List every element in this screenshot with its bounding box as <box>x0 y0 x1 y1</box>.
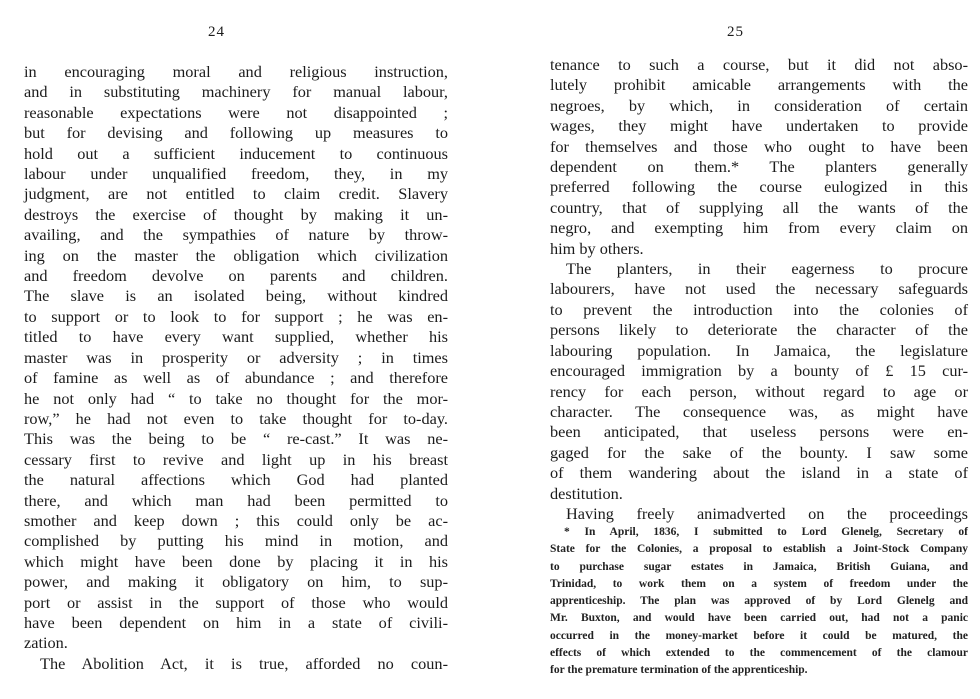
text-line: to prevent the introduction into the colonies of <box>550 299 968 319</box>
text-line: of famine as well as of abundance ; and therefore <box>24 368 448 388</box>
text-line: The Abolition Act, it is true, afforded no coun- <box>40 653 448 673</box>
footnote-line: Trinidad, to work them on a system of freedom under the <box>550 577 968 590</box>
text-line: which might have been done by placing it in his <box>24 551 448 571</box>
footnote-line: occurred in the money-market before it could be matured, the <box>550 629 968 642</box>
footnote-line: to purchase sugar estates in Jamaica, British Guiana, and <box>550 560 968 573</box>
text-line: power, and making it obligatory on him, to sup- <box>24 572 448 592</box>
text-line: he not only had “ to take no thought for the mor- <box>24 388 448 408</box>
text-line: country, that of supplying all the wants of the <box>550 197 968 217</box>
text-line: there, and which man had been permitted to <box>24 490 448 510</box>
left-page-body <box>24 62 448 674</box>
text-line: labourers, have not used the necessary safeguards <box>550 279 968 299</box>
text-line: availing, and the sympathies of nature by throw- <box>24 225 448 245</box>
text-line: This was the being to be “ re-cast.” It was ne- <box>24 429 448 449</box>
text-line: hold out a sufficient inducement to continuous <box>24 143 448 163</box>
text-line: tenance to such a course, but it did not abso- <box>550 55 968 74</box>
text-line: row,” he had not even to take thought for to-day. <box>24 408 448 428</box>
text-line: master was in prosperity or adversity ; in times <box>24 347 448 367</box>
text-line: preferred following the course eulogized in this <box>550 177 968 197</box>
page-number-right: 25 <box>727 24 744 40</box>
text-line: labour under unqualified freedom, they, in my <box>24 164 448 184</box>
text-line: judgment, are not entitled to claim credit. Slavery <box>24 184 448 204</box>
text-line: to support or to look to for support ; he was en- <box>24 306 448 326</box>
text-line: ing on the master the obligation which civilization <box>24 245 448 265</box>
text-line: persons likely to deteriorate the character of the <box>550 320 968 340</box>
text-line: rency for each person, without regard to age or <box>550 381 968 401</box>
footnote-line: apprenticeship. The plan was approved of by Lord Glenelg and <box>550 595 968 608</box>
text-line: The planters, in their eagerness to procure <box>566 259 968 279</box>
text-line: zation. <box>24 633 68 653</box>
text-line: wages, they might have undertaken to provide <box>550 116 968 136</box>
text-line: labouring population. In Jamaica, the legislature <box>550 340 968 360</box>
text-line: for themselves and those who ought to have been <box>550 136 968 156</box>
text-line: encouraged immigration by a bounty of £ 15 cur- <box>550 361 968 381</box>
footnote-line: Mr. Buxton, and would have been carried out, had not a panic <box>550 612 968 625</box>
text-line: gaged for the sake of the bounty. I saw some <box>550 442 968 462</box>
text-line: negroes, by which, in consideration of certain <box>550 95 968 115</box>
footnote-line: effects of which extended to the commencement of the clamour <box>550 647 968 660</box>
text-line: The slave is an isolated being, without kindred <box>24 286 448 306</box>
text-line: Having freely animadverted on the proceedings <box>566 503 968 523</box>
text-line: port or assist in the support of those who would <box>24 592 448 612</box>
text-line: in encouraging moral and religious instruction, <box>24 62 448 81</box>
right-page-body <box>550 55 968 524</box>
footnote-line: for the premature termination of the apprenticeship. <box>550 664 808 677</box>
text-line: the natural affections which God had planted <box>24 470 448 490</box>
text-line: him by others. <box>550 238 644 258</box>
text-line: but for devising and following up measures to <box>24 123 448 143</box>
text-line: lutely prohibit amicable arrangements with the <box>550 75 968 95</box>
text-line: character. The consequence was, as might have <box>550 401 968 421</box>
page-number-left: 24 <box>208 24 225 40</box>
text-line: and in substituting machinery for manual labour, <box>24 82 448 102</box>
text-line: smother and keep down ; this could only be ac- <box>24 510 448 530</box>
text-line: have been dependent on him in a state of civili- <box>24 612 448 632</box>
footnote-line: * In April, 1836, I submitted to Lord Glenelg, Secretary of <box>564 526 968 538</box>
text-line: destroys the exercise of thought by making it un- <box>24 204 448 224</box>
text-line: of them wandering about the island in a state of <box>550 463 968 483</box>
text-line: reasonable expectations were not disappointed ; <box>24 102 448 122</box>
text-line: dependent on them.* The planters generally <box>550 157 968 177</box>
text-line: been anticipated, that useless persons were en- <box>550 422 968 442</box>
right-page <box>490 0 980 699</box>
footnote-line: State for the Colonies, a proposal to establish a Joint-Stock Company <box>550 543 968 556</box>
footnote <box>550 524 968 680</box>
text-line: negro, and exempting him from every claim on <box>550 218 968 238</box>
text-line: and freedom devolve on parents and children. <box>24 266 448 286</box>
text-line: complished by putting his mind in motion, and <box>24 531 448 551</box>
text-line: cessary first to revive and light up in his breast <box>24 449 448 469</box>
text-line: destitution. <box>550 483 623 503</box>
text-line: titled to have every want supplied, whether his <box>24 327 448 347</box>
